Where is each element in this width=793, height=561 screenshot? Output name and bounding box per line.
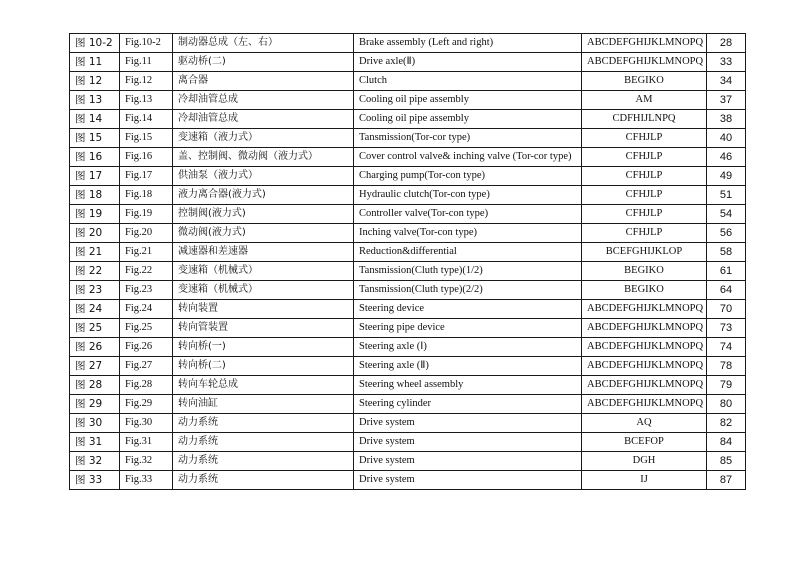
figure-number-cn: 图 19 [70,205,120,224]
page-number: 49 [707,167,746,186]
part-name-en: Brake assembly (Left and right) [354,34,582,53]
figure-number-cn: 图 29 [70,395,120,414]
table-row [70,205,746,224]
part-name-cn: 驱动桥(二) [173,53,354,72]
part-name-cn: 盖、控制阀、微动阀（液力式） [173,148,354,167]
figure-number-en: Fig.15 [120,129,173,148]
part-name-cn: 转向桥(二) [173,357,354,376]
model-codes: ABCDEFGHIJKLMNOPQ [582,376,707,395]
figure-number-en: Fig.33 [120,471,173,490]
page-number: 80 [707,395,746,414]
part-name-en: Drive system [354,433,582,452]
figure-number-cn: 图 10-2 [70,34,120,53]
page-number: 64 [707,281,746,300]
page-number: 34 [707,72,746,91]
page-number: 74 [707,338,746,357]
figure-number-cn: 图 32 [70,452,120,471]
figure-number-en: Fig.31 [120,433,173,452]
figure-number-cn: 图 26 [70,338,120,357]
page-number: 70 [707,300,746,319]
figure-number-en: Fig.17 [120,167,173,186]
page-number: 46 [707,148,746,167]
part-name-en: Tansmission(Cluth type)(1/2) [354,262,582,281]
part-name-en: Cooling oil pipe assembly [354,91,582,110]
table-row [70,338,746,357]
figure-number-en: Fig.18 [120,186,173,205]
part-name-en: Drive axle(Ⅱ) [354,53,582,72]
model-codes: CFHJLP [582,129,707,148]
figure-number-en: Fig.28 [120,376,173,395]
model-codes: BEGIKO [582,262,707,281]
table-body [70,34,746,490]
part-name-cn: 液力离合器(液力式) [173,186,354,205]
model-codes: ABCDEFGHIJKLMNOPQ [582,53,707,72]
figure-number-en: Fig.30 [120,414,173,433]
figure-number-cn: 图 28 [70,376,120,395]
part-name-en: Drive system [354,414,582,433]
part-name-en: Cooling oil pipe assembly [354,110,582,129]
figure-number-cn: 图 24 [70,300,120,319]
part-name-cn: 转向车轮总成 [173,376,354,395]
part-name-en: Drive system [354,471,582,490]
figure-number-en: Fig.19 [120,205,173,224]
figure-number-en: Fig.26 [120,338,173,357]
part-name-cn: 动力系统 [173,471,354,490]
part-name-en: Inching valve(Tor-con type) [354,224,582,243]
page-number: 79 [707,376,746,395]
figure-number-en: Fig.16 [120,148,173,167]
figure-number-cn: 图 27 [70,357,120,376]
model-codes: BCEFGHIJKLOP [582,243,707,262]
page-number: 28 [707,34,746,53]
model-codes: IJ [582,471,707,490]
model-codes: BCEFOP [582,433,707,452]
part-name-en: Clutch [354,72,582,91]
figure-number-en: Fig.23 [120,281,173,300]
model-codes: CFHJLP [582,186,707,205]
figure-number-cn: 图 14 [70,110,120,129]
part-name-cn: 转向管装置 [173,319,354,338]
table-row [70,319,746,338]
figure-number-en: Fig.21 [120,243,173,262]
part-name-cn: 动力系统 [173,414,354,433]
table-row [70,471,746,490]
table-row [70,91,746,110]
figure-number-cn: 图 12 [70,72,120,91]
part-name-cn: 冷却油管总成 [173,110,354,129]
figure-number-cn: 图 21 [70,243,120,262]
model-codes: CFHJLP [582,224,707,243]
part-name-cn: 供油泵（液力式） [173,167,354,186]
table-row [70,414,746,433]
page-number: 40 [707,129,746,148]
figure-number-cn: 图 15 [70,129,120,148]
figure-number-en: Fig.22 [120,262,173,281]
page-number: 56 [707,224,746,243]
part-name-cn: 变速箱（机械式） [173,281,354,300]
part-name-en: Steering device [354,300,582,319]
page-number: 73 [707,319,746,338]
part-name-en: Reduction&differential [354,243,582,262]
table-row [70,357,746,376]
part-name-cn: 动力系统 [173,452,354,471]
figure-number-cn: 图 23 [70,281,120,300]
model-codes: CFHJLP [582,205,707,224]
figure-number-en: Fig.20 [120,224,173,243]
figure-number-cn: 图 18 [70,186,120,205]
part-name-cn: 动力系统 [173,433,354,452]
part-name-en: Steering axle (Ⅱ) [354,357,582,376]
part-name-cn: 控制阀(液力式) [173,205,354,224]
page-number: 33 [707,53,746,72]
model-codes: AQ [582,414,707,433]
model-codes: ABCDEFGHIJKLMNOPQ [582,300,707,319]
figure-number-cn: 图 33 [70,471,120,490]
figure-number-en: Fig.13 [120,91,173,110]
model-codes: ABCDEFGHIJKLMNOPQ [582,395,707,414]
page-number: 58 [707,243,746,262]
model-codes: ABCDEFGHIJKLMNOPQ [582,357,707,376]
model-codes: ABCDEFGHIJKLMNOPQ [582,319,707,338]
model-codes: BEGIKO [582,281,707,300]
page-number: 78 [707,357,746,376]
part-name-en: Tansmission(Tor-cor type) [354,129,582,148]
figure-number-en: Fig.29 [120,395,173,414]
figure-number-cn: 图 13 [70,91,120,110]
table-row [70,186,746,205]
page-number: 51 [707,186,746,205]
table-row [70,376,746,395]
figure-number-en: Fig.12 [120,72,173,91]
figure-number-en: Fig.11 [120,53,173,72]
table-row [70,129,746,148]
table-row [70,433,746,452]
part-name-en: Drive system [354,452,582,471]
part-name-en: Hydraulic clutch(Tor-con type) [354,186,582,205]
page-number: 82 [707,414,746,433]
page-number: 84 [707,433,746,452]
part-name-en: Steering cylinder [354,395,582,414]
part-name-cn: 变速箱（液力式） [173,129,354,148]
part-name-en: Charging pump(Tor-con type) [354,167,582,186]
page-number: 85 [707,452,746,471]
table-row [70,167,746,186]
part-name-cn: 转向桥(一) [173,338,354,357]
model-codes: CFHJLP [582,148,707,167]
model-codes: ABCDEFGHIJKLMNOPQ [582,34,707,53]
page-number: 38 [707,110,746,129]
model-codes: ABCDEFGHIJKLMNOPQ [582,338,707,357]
parts-index-table [69,33,746,490]
table-row [70,452,746,471]
page-number: 54 [707,205,746,224]
table-row [70,224,746,243]
part-name-en: Steering axle (Ⅰ) [354,338,582,357]
table-row [70,262,746,281]
part-name-cn: 变速箱（机械式） [173,262,354,281]
table-row [70,53,746,72]
part-name-cn: 制动器总成（左、右） [173,34,354,53]
part-name-cn: 转向油缸 [173,395,354,414]
model-codes: CFHJLP [582,167,707,186]
figure-number-cn: 图 22 [70,262,120,281]
figure-number-cn: 图 30 [70,414,120,433]
figure-number-en: Fig.10-2 [120,34,173,53]
figure-number-en: Fig.27 [120,357,173,376]
part-name-en: Controller valve(Tor-con type) [354,205,582,224]
figure-number-cn: 图 11 [70,53,120,72]
figure-number-cn: 图 20 [70,224,120,243]
part-name-en: Cover control valve& inching valve (Tor-cor type) [354,148,582,167]
table-row [70,395,746,414]
figure-number-cn: 图 17 [70,167,120,186]
table-row [70,34,746,53]
part-name-en: Steering pipe device [354,319,582,338]
part-name-cn: 转向装置 [173,300,354,319]
model-codes: BEGIKO [582,72,707,91]
table-row [70,110,746,129]
figure-number-en: Fig.14 [120,110,173,129]
part-name-cn: 冷却油管总成 [173,91,354,110]
model-codes: CDFHIJLNPQ [582,110,707,129]
table-row [70,300,746,319]
page-number: 37 [707,91,746,110]
figure-number-cn: 图 25 [70,319,120,338]
page-number: 87 [707,471,746,490]
table-row [70,72,746,91]
model-codes: AM [582,91,707,110]
figure-number-en: Fig.32 [120,452,173,471]
part-name-cn: 离合器 [173,72,354,91]
model-codes: DGH [582,452,707,471]
part-name-en: Steering wheel assembly [354,376,582,395]
table-row [70,148,746,167]
table-row [70,243,746,262]
table-row [70,281,746,300]
part-name-cn: 减速器和差速器 [173,243,354,262]
figure-number-cn: 图 31 [70,433,120,452]
figure-number-cn: 图 16 [70,148,120,167]
part-name-cn: 微动阀(液力式) [173,224,354,243]
figure-number-en: Fig.24 [120,300,173,319]
page-number: 61 [707,262,746,281]
figure-number-en: Fig.25 [120,319,173,338]
part-name-en: Tansmission(Cluth type)(2/2) [354,281,582,300]
